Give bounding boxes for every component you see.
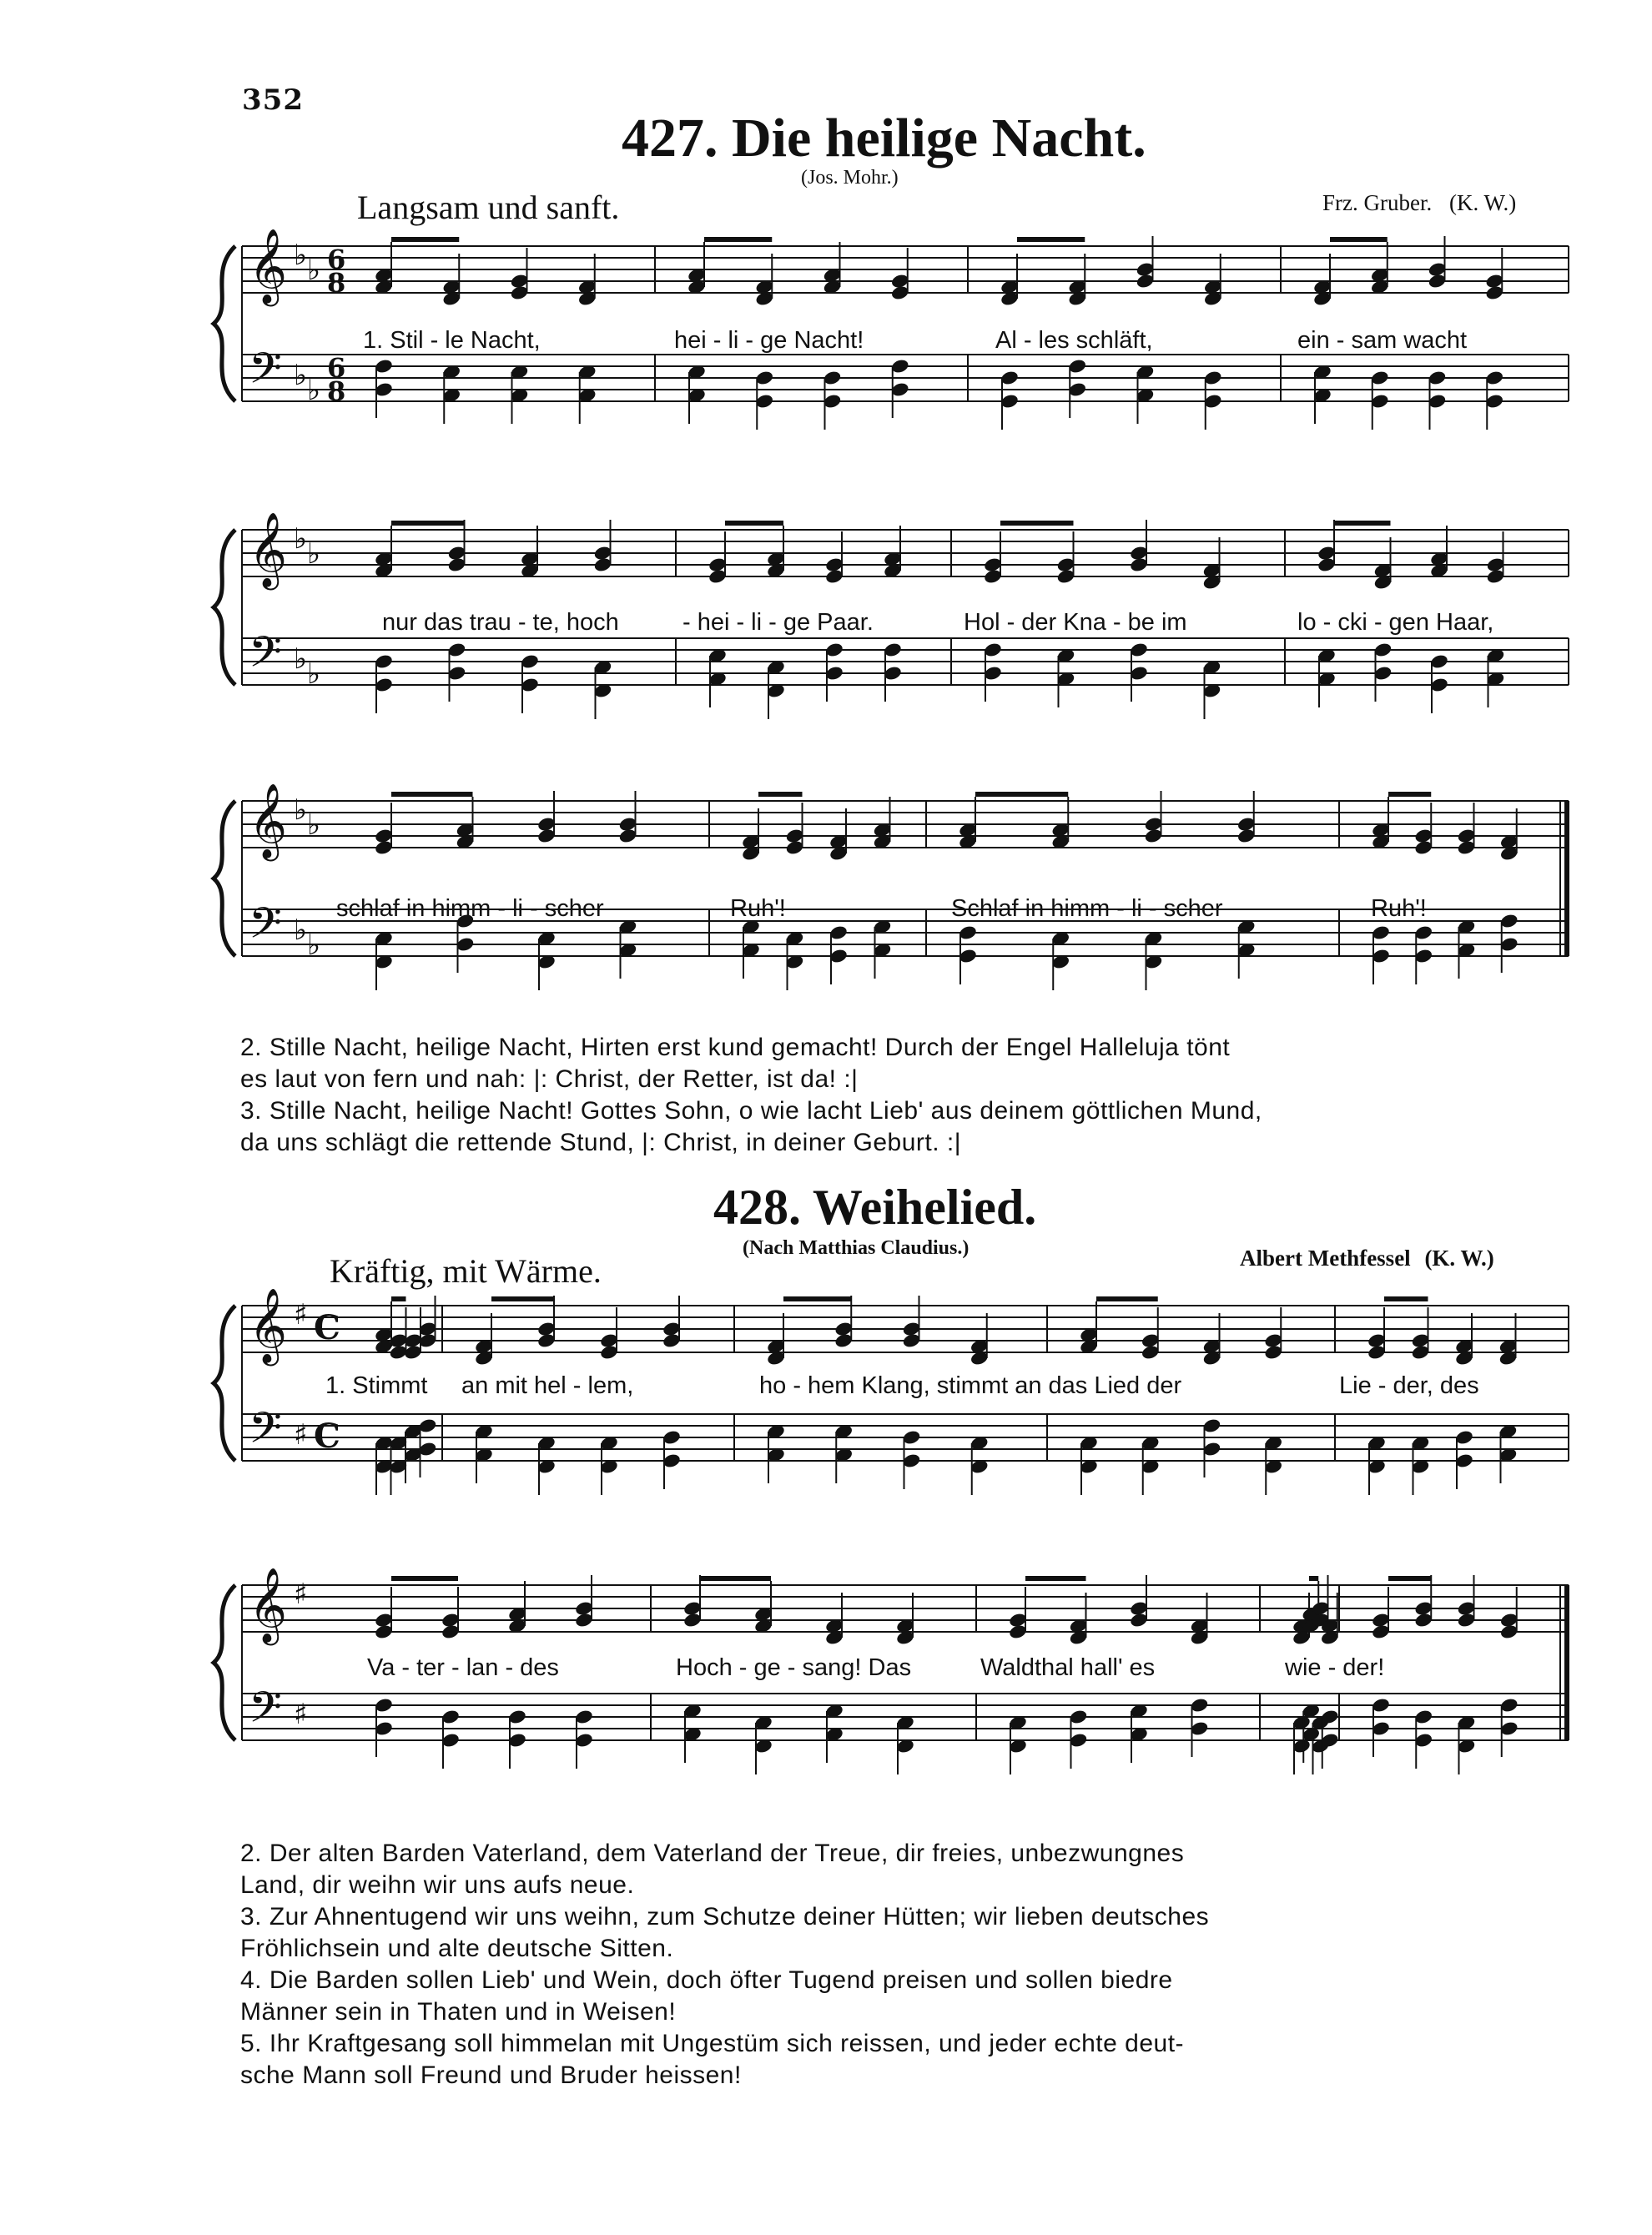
lyric-427-2-m2: - hei - li - ge Paar. xyxy=(682,609,874,636)
lyric-428-1-m4: Lie - der, des xyxy=(1339,1372,1479,1399)
time-signature-numerator: 6 xyxy=(327,352,346,384)
time-signature-common: C xyxy=(314,1308,340,1347)
key-signature-icon: ♭ xyxy=(307,657,321,691)
treble-clef-icon: 𝄞 xyxy=(249,1568,288,1643)
verse-427-2-line-1: 2. Stille Nacht, heilige Nacht, Hirten erst kund gemacht! Durch der Engel Halleluja tönt xyxy=(240,1034,1231,1061)
bass-clef-icon: 𝄢 xyxy=(249,1402,282,1463)
song-title-427: 427. Die heilige Nacht. xyxy=(622,108,1146,169)
lyric-428-2-m1: Va - ter - lan - des xyxy=(367,1654,559,1681)
source-mark: (K. W.) xyxy=(1448,190,1517,215)
key-signature-icon: ♭ xyxy=(307,374,321,407)
composer-name: Frz. Gruber. xyxy=(1322,190,1433,215)
tempo-marking-427: Langsam und sanft. xyxy=(357,189,620,226)
time-signature-common: C xyxy=(314,1417,340,1456)
lyric-428-1-m2: an mit hel - lem, xyxy=(461,1372,634,1399)
time-signature-denominator: 8 xyxy=(327,375,346,407)
key-signature-icon: ♯ xyxy=(294,1578,308,1611)
lyric-428-2-m2: Hoch - ge - sang! Das xyxy=(676,1654,912,1681)
key-signature-icon: ♭ xyxy=(294,642,308,676)
composer-name: Albert Methfessel xyxy=(1240,1246,1411,1271)
music-system-428-1 xyxy=(0,1289,1652,1531)
verse-427-2-line-2: es laut von fern und nah: |: Christ, der Retter, ist da! :| xyxy=(240,1065,859,1093)
source-mark: (K. W.) xyxy=(1424,1246,1494,1271)
key-signature-icon: ♭ xyxy=(307,537,321,571)
key-signature-icon: ♭ xyxy=(307,929,321,962)
bass-clef-icon: 𝄢 xyxy=(249,343,282,404)
key-signature-icon: ♭ xyxy=(294,914,308,947)
brace xyxy=(214,1306,235,1461)
key-signature-icon: ♯ xyxy=(294,1298,308,1331)
lyric-428-2-m3: Waldthal hall' es xyxy=(980,1654,1156,1681)
verse-427-3-line-1: 3. Stille Nacht, heilige Nacht! Gottes Sohn, o wie lacht Lieb' aus deinem göttlichen Mund, xyxy=(240,1097,1262,1125)
verse-428-4-line-1: 4. Die Barden sollen Lieb' und Wein, doch öfter Tugend preisen und sollen biedre xyxy=(240,1966,1173,1994)
composer-credit-427 xyxy=(1322,190,1516,216)
song-title-428: 428. Weihelied. xyxy=(713,1180,1037,1235)
bass-clef-icon: 𝄢 xyxy=(249,1682,282,1743)
verses-428 xyxy=(240,1838,1575,2092)
brace xyxy=(214,1585,235,1740)
lyric-428-1-m3: ho - hem Klang, stimmt an das Lied der xyxy=(759,1372,1182,1399)
page-number: 352 xyxy=(242,83,304,117)
key-signature-icon: ♭ xyxy=(294,522,308,556)
bass-clef-icon: 𝄢 xyxy=(249,898,282,959)
lyric-427-2-m4: lo - cki - gen Haar, xyxy=(1297,609,1494,636)
lyric-428-1-m1: 1. Stimmt xyxy=(325,1372,428,1399)
verse-428-2-line-2: Land, dir weihn wir uns aufs neue. xyxy=(240,1871,635,1899)
brace xyxy=(214,246,235,401)
brace xyxy=(214,801,235,956)
composer-credit-428 xyxy=(1240,1246,1494,1271)
key-signature-icon: ♭ xyxy=(294,359,308,392)
verse-428-3-line-2: Fröhlichsein und alte deutsche Sitten. xyxy=(240,1935,674,1962)
verse-428-3-line-1: 3. Zur Ahnentugend wir uns weihn, zum Schutze deiner Hütten; wir lieben deutsches xyxy=(240,1903,1210,1930)
lyric-427-1-m2: hei - li - ge Nacht! xyxy=(674,327,864,354)
verse-428-2-line-1: 2. Der alten Barden Vaterland, dem Vaterland der Treue, dir freies, unbezwungnes xyxy=(240,1840,1185,1867)
verse-428-5-line-2: sche Mann soll Freund und Bruder heissen! xyxy=(240,2061,742,2089)
treble-clef-icon: 𝄞 xyxy=(249,229,288,304)
treble-clef-icon: 𝄞 xyxy=(249,513,288,587)
lyric-427-3-m3: Schlaf in himm - li - scher xyxy=(951,895,1223,922)
bass-clef-icon: 𝄢 xyxy=(249,627,282,687)
time-signature-denominator: 8 xyxy=(327,267,346,299)
verses-427 xyxy=(240,1032,1575,1159)
treble-clef-icon: 𝄞 xyxy=(249,784,288,858)
verse-428-4-line-2: Männer sein in Thaten und in Weisen! xyxy=(240,1998,677,2026)
music-system-428-2 xyxy=(0,1568,1652,1835)
key-signature-icon: ♭ xyxy=(307,808,321,842)
key-signature-icon: ♭ xyxy=(307,254,321,287)
lyricist-credit-428: (Nach Matthias Claudius.) xyxy=(743,1237,970,1259)
key-signature-icon: ♯ xyxy=(294,1698,308,1731)
time-signature-numerator: 6 xyxy=(327,244,346,275)
treble-clef-icon: 𝄞 xyxy=(249,1289,288,1363)
lyric-427-1-m1: 1. Stil - le Nacht, xyxy=(363,327,541,354)
key-signature-icon: ♭ xyxy=(294,793,308,827)
lyric-427-3-m1: schlaf in himm - li - scher xyxy=(336,895,604,922)
key-signature-icon: ♭ xyxy=(294,239,308,272)
lyric-427-1-m3: Al - les schläft, xyxy=(995,327,1153,354)
lyric-427-1-m4: ein - sam wacht xyxy=(1297,327,1468,354)
verse-428-5-line-1: 5. Ihr Kraftgesang soll himmelan mit Ungestüm sich reissen, und jeder echte deut- xyxy=(240,2030,1185,2057)
lyric-427-3-m2: Ruh'! xyxy=(730,895,786,922)
lyric-427-3-m4: Ruh'! xyxy=(1371,895,1427,922)
lyric-427-2-m3: Hol - der Kna - be im xyxy=(964,609,1187,636)
lyric-427-2-m1: nur das trau - te, hoch xyxy=(382,609,619,636)
tempo-marking-428: Kräftig, mit Wärme. xyxy=(330,1252,602,1290)
lyric-428-2-m4: wie - der! xyxy=(1285,1654,1385,1681)
key-signature-icon: ♯ xyxy=(294,1418,308,1452)
lyricist-credit-427: (Jos. Mohr.) xyxy=(801,167,899,189)
brace xyxy=(214,530,235,685)
verse-427-3-line-2: da uns schlägt die rettende Stund, |: Christ, in deiner Geburt. :| xyxy=(240,1129,962,1156)
